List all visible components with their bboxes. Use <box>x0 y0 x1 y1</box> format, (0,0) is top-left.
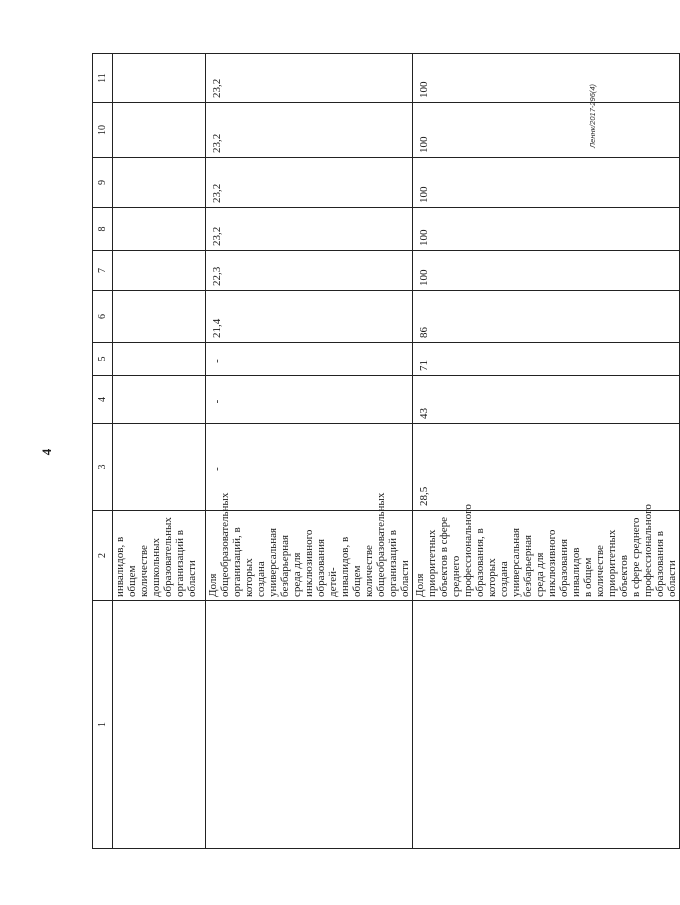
column-number-row <box>93 54 113 849</box>
value-cell: 23,2 <box>206 54 413 103</box>
label-line: приоритетных объектов <box>606 529 630 597</box>
column-header-3: 3 <box>93 424 113 511</box>
label-line: Доля приоритетных <box>414 529 438 597</box>
indicator-label-vocational-education <box>413 504 680 601</box>
label-line: количестве <box>363 545 375 597</box>
label-line: инвалидов, в общем <box>339 536 363 597</box>
row-number-cell <box>413 601 680 849</box>
value-cell: 86 <box>413 291 680 343</box>
label-line: образования, в которых <box>474 528 498 597</box>
label-line: образования в области <box>654 531 678 597</box>
label-line: профессионального <box>462 504 474 597</box>
indicator-label-preschool <box>113 511 206 601</box>
label-line: образования инвалидов <box>558 538 582 597</box>
value-cell <box>113 376 206 424</box>
value-cell: 100 <box>413 208 680 251</box>
label-line: создана универсальная <box>255 527 279 597</box>
label-line: образования детей- <box>315 538 339 597</box>
value-cell: 100 <box>413 251 680 291</box>
value-cell: - <box>206 376 413 424</box>
label-line: объектов в сфере <box>438 516 450 597</box>
label-line: организаций, в которых <box>231 527 255 597</box>
label-line: организаций в области <box>174 530 198 597</box>
value-cell: 23,2 <box>206 103 413 158</box>
column-header-8: 8 <box>93 208 113 251</box>
value-cell: - <box>206 424 413 511</box>
column-header-5: 5 <box>93 343 113 376</box>
label-line: инклюзивного <box>546 529 558 597</box>
label-line: общеобразовательных <box>219 492 231 597</box>
column-header-9: 9 <box>93 158 113 208</box>
value-cell <box>113 208 206 251</box>
value-cell: 100 <box>413 103 680 158</box>
value-cell <box>113 343 206 376</box>
label-line: безбарьерная среда для <box>522 534 546 597</box>
label-line: в общем количестве <box>582 545 606 597</box>
label-line: в сфере среднего <box>630 517 642 597</box>
column-header-10: 10 <box>93 103 113 158</box>
value-cell: 23,2 <box>206 208 413 251</box>
label-line: организаций в области <box>387 530 411 597</box>
value-cell: - <box>206 343 413 376</box>
column-header-2: 2 <box>93 511 113 601</box>
label-line: образовательных <box>162 517 174 597</box>
label-line: создана универсальная <box>498 527 522 597</box>
page-number: 4 <box>39 448 54 456</box>
label-line: дошкольных <box>150 538 162 597</box>
value-cell: 21,4 <box>206 291 413 343</box>
label-line: профессионального <box>642 504 654 597</box>
value-cell <box>113 424 206 511</box>
table-row <box>113 54 206 849</box>
label-line: общеобразовательных <box>375 492 387 597</box>
column-header-11: 11 <box>93 54 113 103</box>
value-cell: 100 <box>413 158 680 208</box>
label-line: инвалидов, в общем <box>114 536 138 597</box>
label-line: инклюзивного <box>303 529 315 597</box>
row-number-cell <box>206 601 413 849</box>
value-cell <box>113 291 206 343</box>
column-header-6: 6 <box>93 291 113 343</box>
value-cell <box>113 251 206 291</box>
label-line: количестве <box>138 545 150 597</box>
table-row <box>206 54 413 849</box>
value-cell: 23,2 <box>206 158 413 208</box>
value-cell <box>113 103 206 158</box>
value-cell: 43 <box>413 376 680 424</box>
value-cell: 71 <box>413 343 680 376</box>
document-reference-text: Леннк/2017-296(4) <box>588 83 597 148</box>
label-line: среднего <box>450 555 462 597</box>
value-cell: 100 <box>413 54 680 103</box>
label-line: безбарьерная среда для <box>279 534 303 597</box>
table-row <box>413 54 680 849</box>
value-cell <box>113 158 206 208</box>
value-cell: 28,5 <box>413 424 680 511</box>
column-header-7: 7 <box>93 251 113 291</box>
value-cell <box>113 54 206 103</box>
indicator-label-general-education <box>206 492 413 601</box>
value-cell: 22,3 <box>206 251 413 291</box>
row-number-cell <box>113 601 206 849</box>
label-line: Доля <box>207 573 219 597</box>
indicator-table <box>92 53 680 849</box>
column-header-1: 1 <box>93 601 113 849</box>
column-header-4: 4 <box>93 376 113 424</box>
